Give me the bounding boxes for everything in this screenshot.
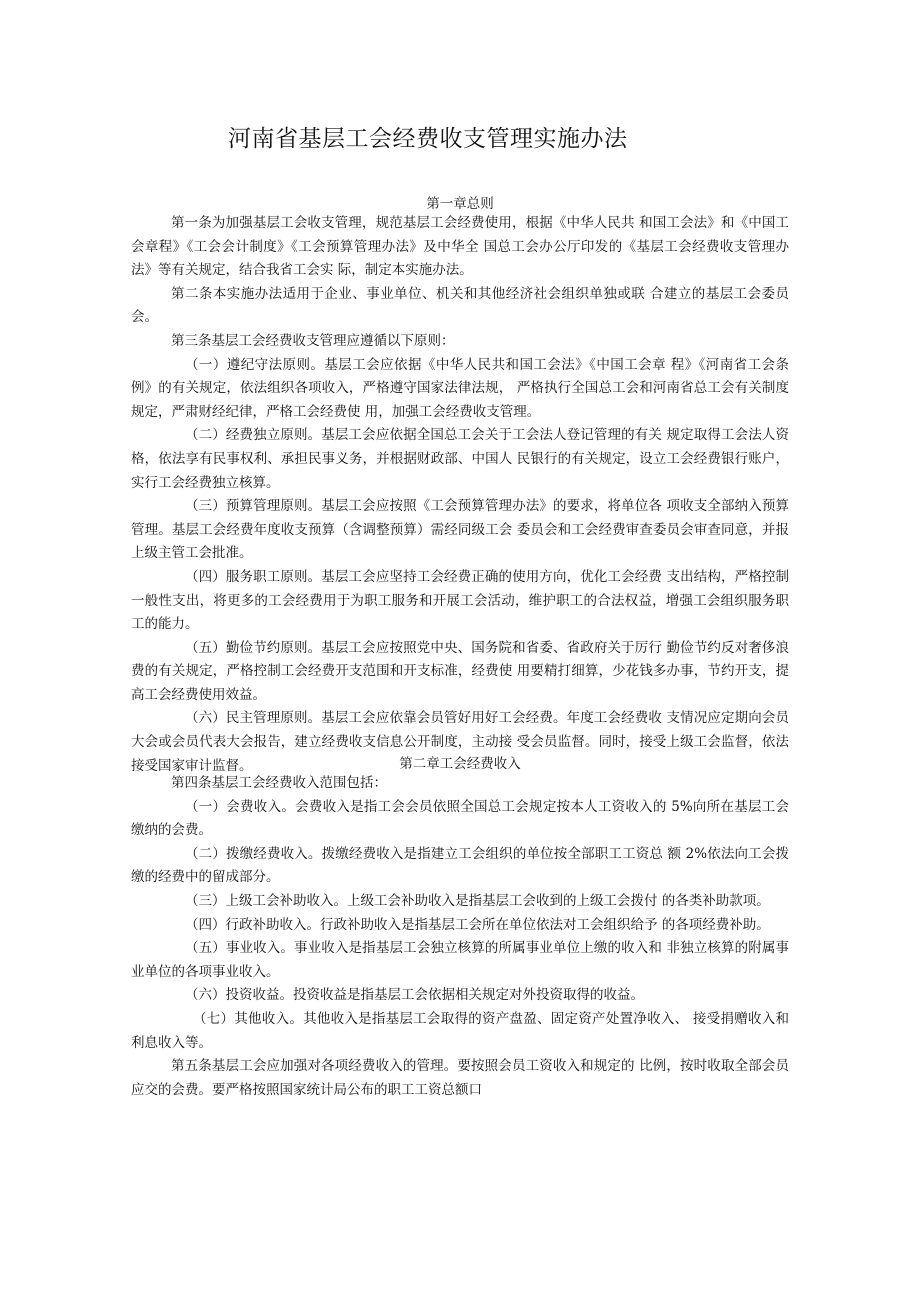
income-item-7: （七）其他收入。其他收入是指基层工会取得的资产盘盈、固定资产处置净收入、 接受捐赠收入和利息收入等。 [131, 1010, 789, 1051]
principle-3: （三）预算管理原则。基层工会应按照《工会预算管理办法》的要求，将单位各 项收支全部纳入预算管理。基层工会经费年度收支预算（含调整预算）需经同级工会 委员会和工会经费审查委员会审查同意，并报上级主管工会批准。 [131, 498, 789, 562]
principle-6: （六）民主管理原则。基层工会应依靠会员管好用好工会经费。年度工会经费收 支情况应定期向会员大会或会员代表大会报告，建立经费收支信息公开制度，主动接 受会员监督。同时，接受上级工会监督，依法接受国家审计监督。 [131, 710, 789, 774]
chapter-1-heading: 第一章总则 [426, 196, 494, 212]
chapter-2-heading: 第二章工会经费收入 [399, 756, 521, 772]
article-1: 第一条为加强基层工会收支管理，规范基层工会经费使用，根据《中华人民共 和国工会法》和《中国工会章程》《工会会计制度》《工会预算管理办法》及中华全 国总工会办公厅印发的《基层工会经费收支管理办法》等有关规定，结合我省工会实 际，制定本实施办法。 [131, 215, 789, 279]
article-3: 第三条基层工会经费收支管理应遵循以下原则： [171, 332, 455, 349]
income-item-1: （一）会费收入。会费收入是指工会会员依照全国总工会规定按本人工资收入的 5%向所在基层工会缴纳的会费。 [131, 798, 789, 839]
income-item-6: （六）投资收益。投资收益是指基层工会依据相关规定对外投资取得的收益。 [185, 987, 644, 1004]
article-4: 第四条基层工会经费收入范围包括： [171, 775, 387, 791]
income-item-5: （五）事业收入。事业收入是指基层工会独立核算的所属事业单位上缴的收入和 非独立核算的附属事业单位的各项事业收入。 [131, 940, 789, 980]
income-item-2: （二）拨缴经费收入。拨缴经费收入是指建立工会组织的单位按全部职工工资总 额 2%依法向工会拨缴的经费中的留成部分。 [131, 845, 789, 886]
chapter-1-body [131, 212, 789, 778]
chapter-2-body [131, 772, 789, 1102]
income-item-3: （三）上级工会补助收入。上级工会补助收入是指基层工会收到的上级工会拨付 的各类补助款项。 [185, 892, 770, 909]
document-title: 河南省基层工会经费收支管理实施办法 [228, 126, 628, 152]
principle-5: （五）勤俭节约原则。基层工会应按照党中央、国务院和省委、省政府关于厉行 勤俭节约反对奢侈浪费的有关规定，严格控制工会经费开支范围和开支标准，经费使 用要精打细算，少花钱多办事，节约开支，提高工会经费使用效益。 [131, 639, 789, 703]
principle-2: （二）经费独立原则。基层工会应依据全国总工会关于工会法人登记管理的有关 规定取得工会法人资格，依法享有民事权利、承担民事义务，并根据财政部、中国人 民银行的有关规定，设立工会经费银行账户，实行工会经费独立核算。 [131, 427, 789, 491]
article-2: 第二条本实施办法适用于企业、事业单位、机关和其他经济社会组织单独或联 合建立的基层工会委员会。 [131, 285, 789, 326]
article-5: 第五条基层工会应加强对各项经费收入的管理。要按照会员工资收入和规定的 比例，按时收取全部会员应交的会费。要严格按照国家统计局公布的职工工资总额口 [131, 1058, 789, 1098]
principle-4: （四）服务职工原则。基层工会应坚持工会经费正确的使用方向，优化工会经费 支出结构，严格控制一般性支出，将更多的工会经费用于为职工服务和开展工会活动，维护职工的合法权益，增强工会组织服务职工的能力。 [131, 568, 789, 633]
principle-1: （一）遵纪守法原则。基层工会应依据《中华人民共和国工会法》《中国工会章 程》《河南省工会条例》的有关规定，依法组织各项收入，严格遵守国家法律法规， 严格执行全国总工会和河南省总工会有关制度规定，严肃财经纪律，严格工会经费使 用，加强工会经费收支管理。 [131, 356, 789, 420]
income-item-4: （四）行政补助收入。行政补助收入是指基层工会所在单位依法对工会组织给予 的各项经费补助。 [185, 916, 770, 933]
